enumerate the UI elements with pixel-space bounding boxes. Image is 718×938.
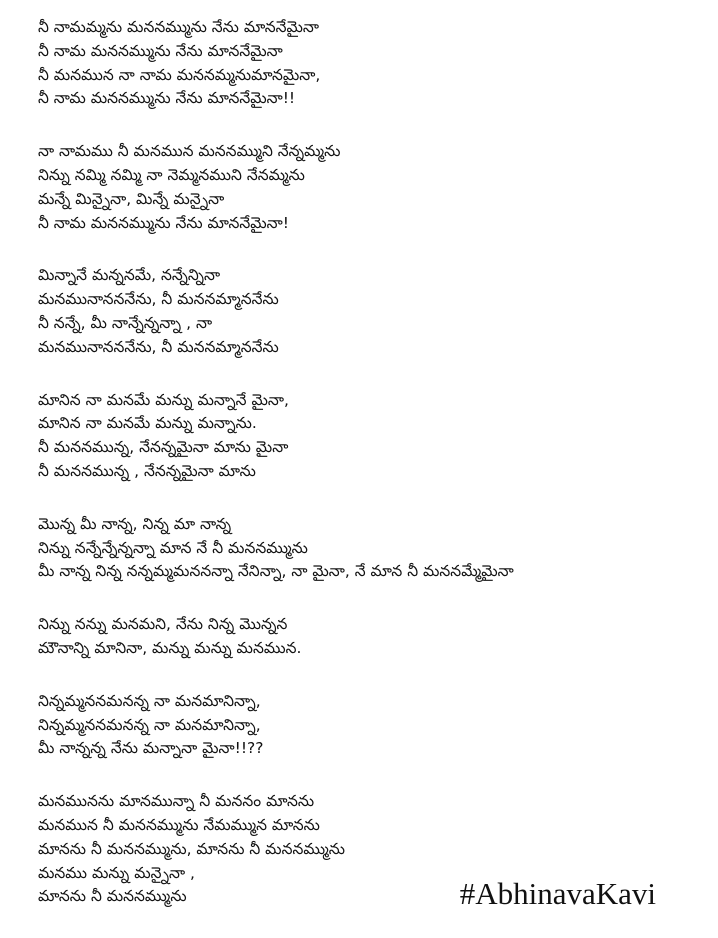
stanza-6	[38, 613, 703, 661]
author-hashtag: #AbhinavaKavi	[459, 876, 656, 911]
poem-line: మొన్న మీ నాన్న, నిన్న మా నాన్న	[38, 514, 232, 533]
poem-line: నిన్ను నమ్మి నమ్మి నా నెమ్మనముని నేనమ్మను	[38, 165, 305, 184]
poem-line: నీ నామ మననమ్మును నేను మాననేమైనా!	[38, 213, 289, 232]
poem-line: నీ నన్నే, మీ నాన్నేన్నన్నా , నా	[38, 313, 213, 332]
poem-line: నిన్ను నన్నేన్నేన్నన్నా మాన నే నీ మననమ్మును	[38, 538, 308, 557]
poem-line: మనమున నీ మననమ్మును నేమమ్మున మానను	[38, 815, 320, 834]
stanza-2	[38, 140, 703, 235]
poem-line: నీ మననమున్న , నేనన్నమైనా మాను	[38, 461, 256, 480]
poem-line: మీ నాన్నన్న నేను మన్నానా మైనా!!??	[38, 739, 264, 758]
poem-line: నిన్నమ్మననమనన్న నా మనమానిన్నా,	[38, 691, 261, 710]
poem-line: నిన్ను నన్ను మనమని, నేను నిన్న మొన్నన	[38, 615, 288, 634]
stanza-3	[38, 264, 703, 359]
stanza-1	[38, 16, 703, 111]
poem-line: మనమునను మానమున్నా నీ మననం మానను	[38, 792, 315, 811]
poem-line: మౌనాన్ని మానినా, మన్ను మన్ను మనమున.	[38, 638, 302, 657]
poem-line: మానను నీ మననమ్మును, మానను నీ మననమ్మును	[38, 839, 345, 858]
poem-body	[38, 16, 703, 938]
poem-line: మానిన నా మనమే మన్ను మన్నాను.	[38, 414, 257, 433]
stanza-5	[38, 513, 703, 584]
poem-line: నీ మననమున్న, నేనన్నమైనా మాను మైనా	[38, 438, 289, 457]
poem-line: నీ నామమ్మను మననమ్మును నేను మాననేమైనా	[38, 18, 319, 36]
poem-line: మన్నే మిన్నైనా, మిన్నే మన్నైనా	[38, 189, 225, 208]
poem-line: మనమునానననేను, నీ మననమ్మాననేను	[38, 337, 279, 356]
stanza-4	[38, 389, 703, 484]
poem-line: నిన్నమ్మననమనన్న నా మనమానిన్నా,	[38, 715, 261, 734]
poem-line: మనమునానననేను, నీ మననమ్మాననేను	[38, 290, 279, 309]
stanza-7	[38, 690, 703, 761]
poem-line: మానిన నా మనమే మన్ను మన్నానే మైనా,	[38, 390, 289, 409]
poem-line: మానను నీ మననమ్మును	[38, 887, 187, 906]
poem-line: మనము మన్ను మన్నైనా ,	[38, 863, 195, 882]
poem-line: మిన్నానే మన్ననమే, నన్నేన్నినా	[38, 266, 221, 285]
poem-line: నీ మనమున నా నామ మననమ్మనుమానమైనా,	[38, 65, 321, 84]
poem-line: నీ నామ మననమ్మును నేను మాననేమైనా	[38, 41, 283, 60]
poem-line: నా నామము నీ మనమున మననమ్ముని నేన్నమ్మను	[38, 142, 341, 161]
poem-line: నీ నామ మననమ్మును నేను మాననేమైనా!!	[38, 89, 296, 108]
poem-line: మీ నాన్న నిన్న నన్నమ్మమననన్నా నేనిన్నా, నా మైనా, నే మాన నీ మననమ్మేమైనా	[38, 562, 514, 581]
